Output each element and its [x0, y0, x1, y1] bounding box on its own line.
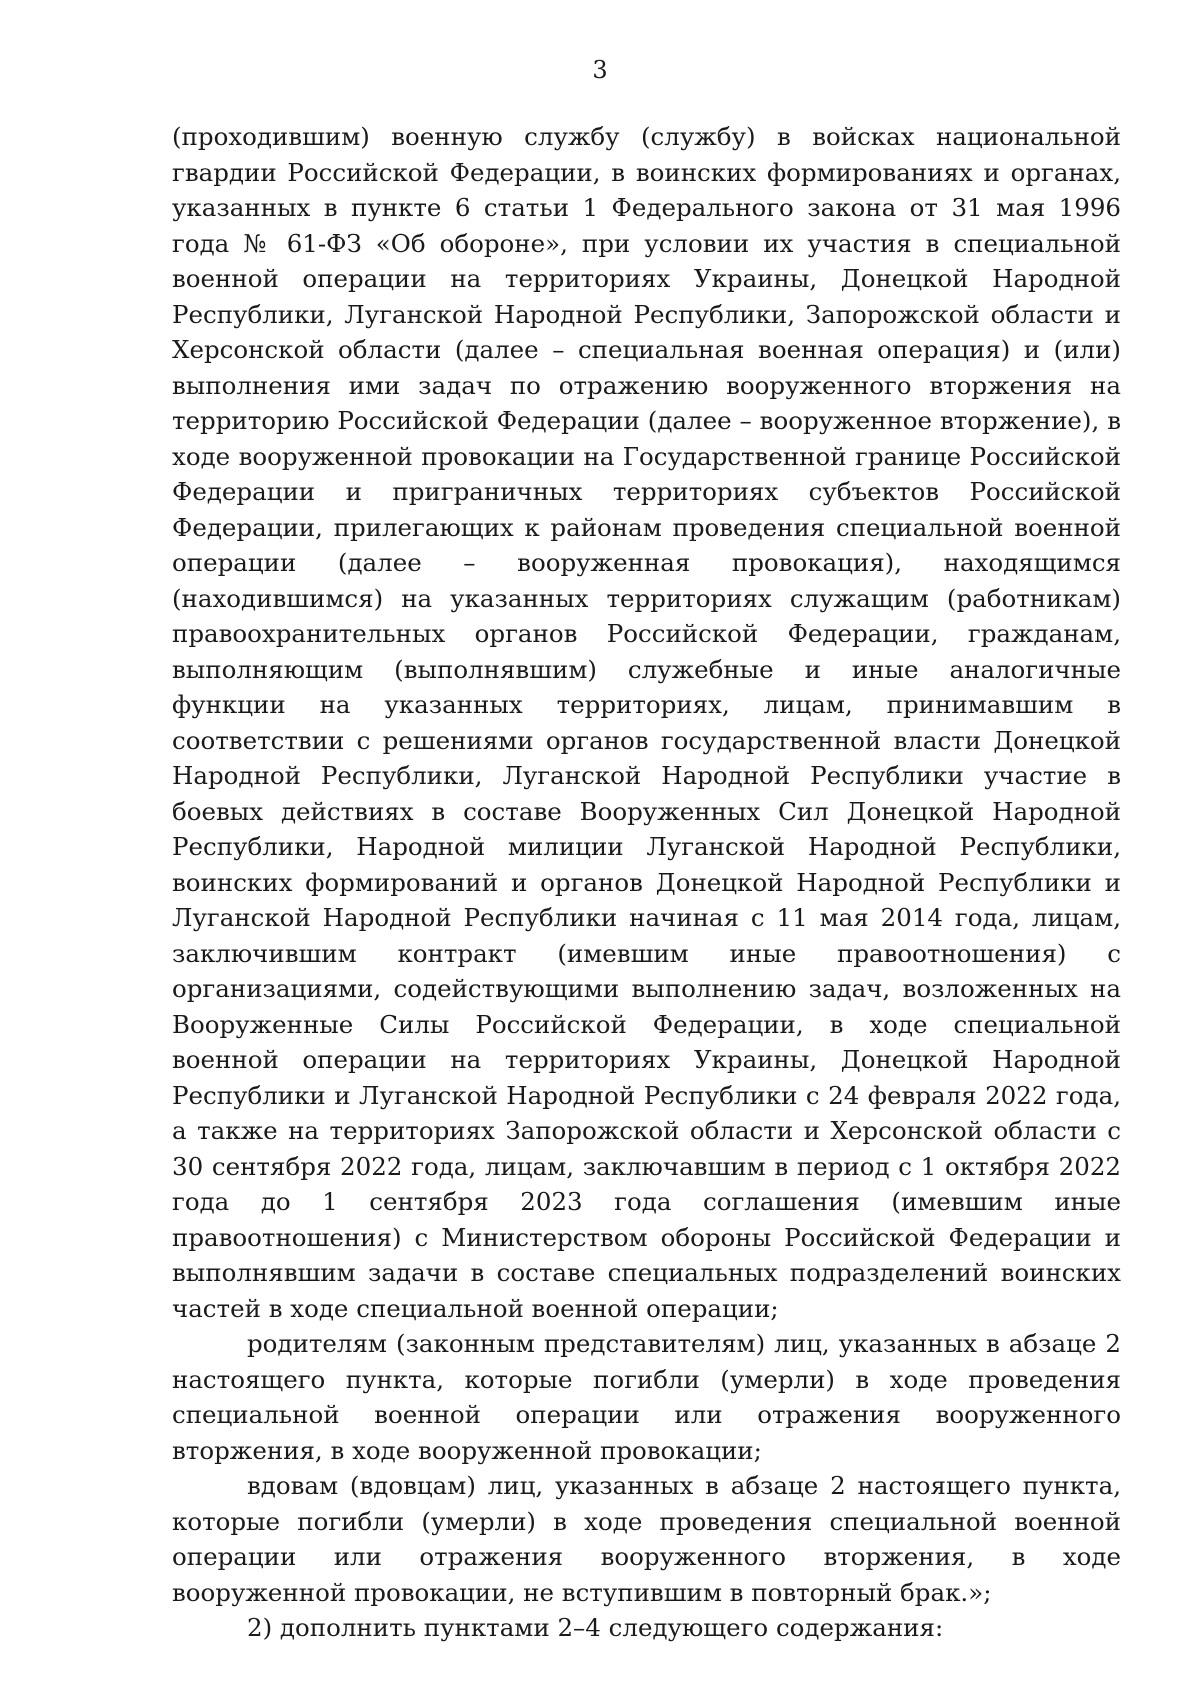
paragraph-widows: вдовам (вдовцам) лиц, указанных в абзаце 2 настоящего пункта, которые погибли (умерли) в ходе проведения специальной военной операции или отражения вооруженного вторжения, в ходе вооруженной провокации, не вступившим в повторный брак.»; — [172, 1471, 1121, 1607]
page-number: 3 — [592, 56, 608, 84]
paragraph-amendment: 2) дополнить пунктами 2–4 следующего содержания: — [247, 1613, 944, 1642]
document-body — [172, 119, 1121, 1646]
paragraph-continuation: (проходившим) военную службу (службу) в войсках национальной гвардии Российской Федерации, в воинских формированиях и органах, указанных в пункте 6 статьи 1 Федерального закона от 31 мая 1996 года № 61-ФЗ «Об обороне», при условии их участия в специальной военной операции на территориях Украины, Донецкой Народной Республики, Луганской Народной Республики, Запорожской области и Херсонской области (далее – специальная военная операция) и (или) выполнения ими задач по отражению вооруженного вторжения на территорию Российской Федерации (далее – вооруженное вторжение), в ходе вооруженной провокации на Государственной границе Российской Федерации и приграничных территориях субъектов Российской Федерации, прилегающих к районам проведения специальной военной операции (далее – вооруженная провокация), находящимся (находившимся) на указанных территориях служащим (работникам) правоохранительных органов Российской Федерации, гражданам, выполняющим (выполнявшим) служебные и иные аналогичные функции на указанных территориях, лицам, принимавшим в соответствии с решениями органов государственной власти Донецкой Народной Республики, Луганской Народной Республики участие в боевых действиях в составе Вооруженных Сил Донецкой Народной Республики, Народной милиции Луганской Народной Республики, воинских формирований и органов Донецкой Народной Республики и Луганской Народной Республики начиная с 11 мая 2014 года, лицам, заключившим контракт (имевшим иные правоотношения) с организациями, содействующими выполнению задач, возложенных на Вооруженные Силы Российской Федерации, в ходе специальной военной операции на территориях Украины, Донецкой Народной Республики и Луганской Народной Республики с 24 февраля 2022 года, а также на территориях Запорожской области и Херсонской области с 30 сентября 2022 года, лицам, заключавшим в период с 1 октября 2022 года до 1 сентября 2023 года соглашения (имевшим иные правоотношения) с Министерством обороны Российской Федерации и выполнявшим задачи в составе специальных подразделений воинских частей в ходе специальной военной операции; — [172, 122, 1121, 1323]
paragraph-parents: родителям (законным представителям) лиц, указанных в абзаце 2 настоящего пункта, которые погибли (умерли) в ходе проведения специальной военной операции или отражения вооруженного вторжения, в ходе вооруженной провокации; — [172, 1329, 1121, 1465]
